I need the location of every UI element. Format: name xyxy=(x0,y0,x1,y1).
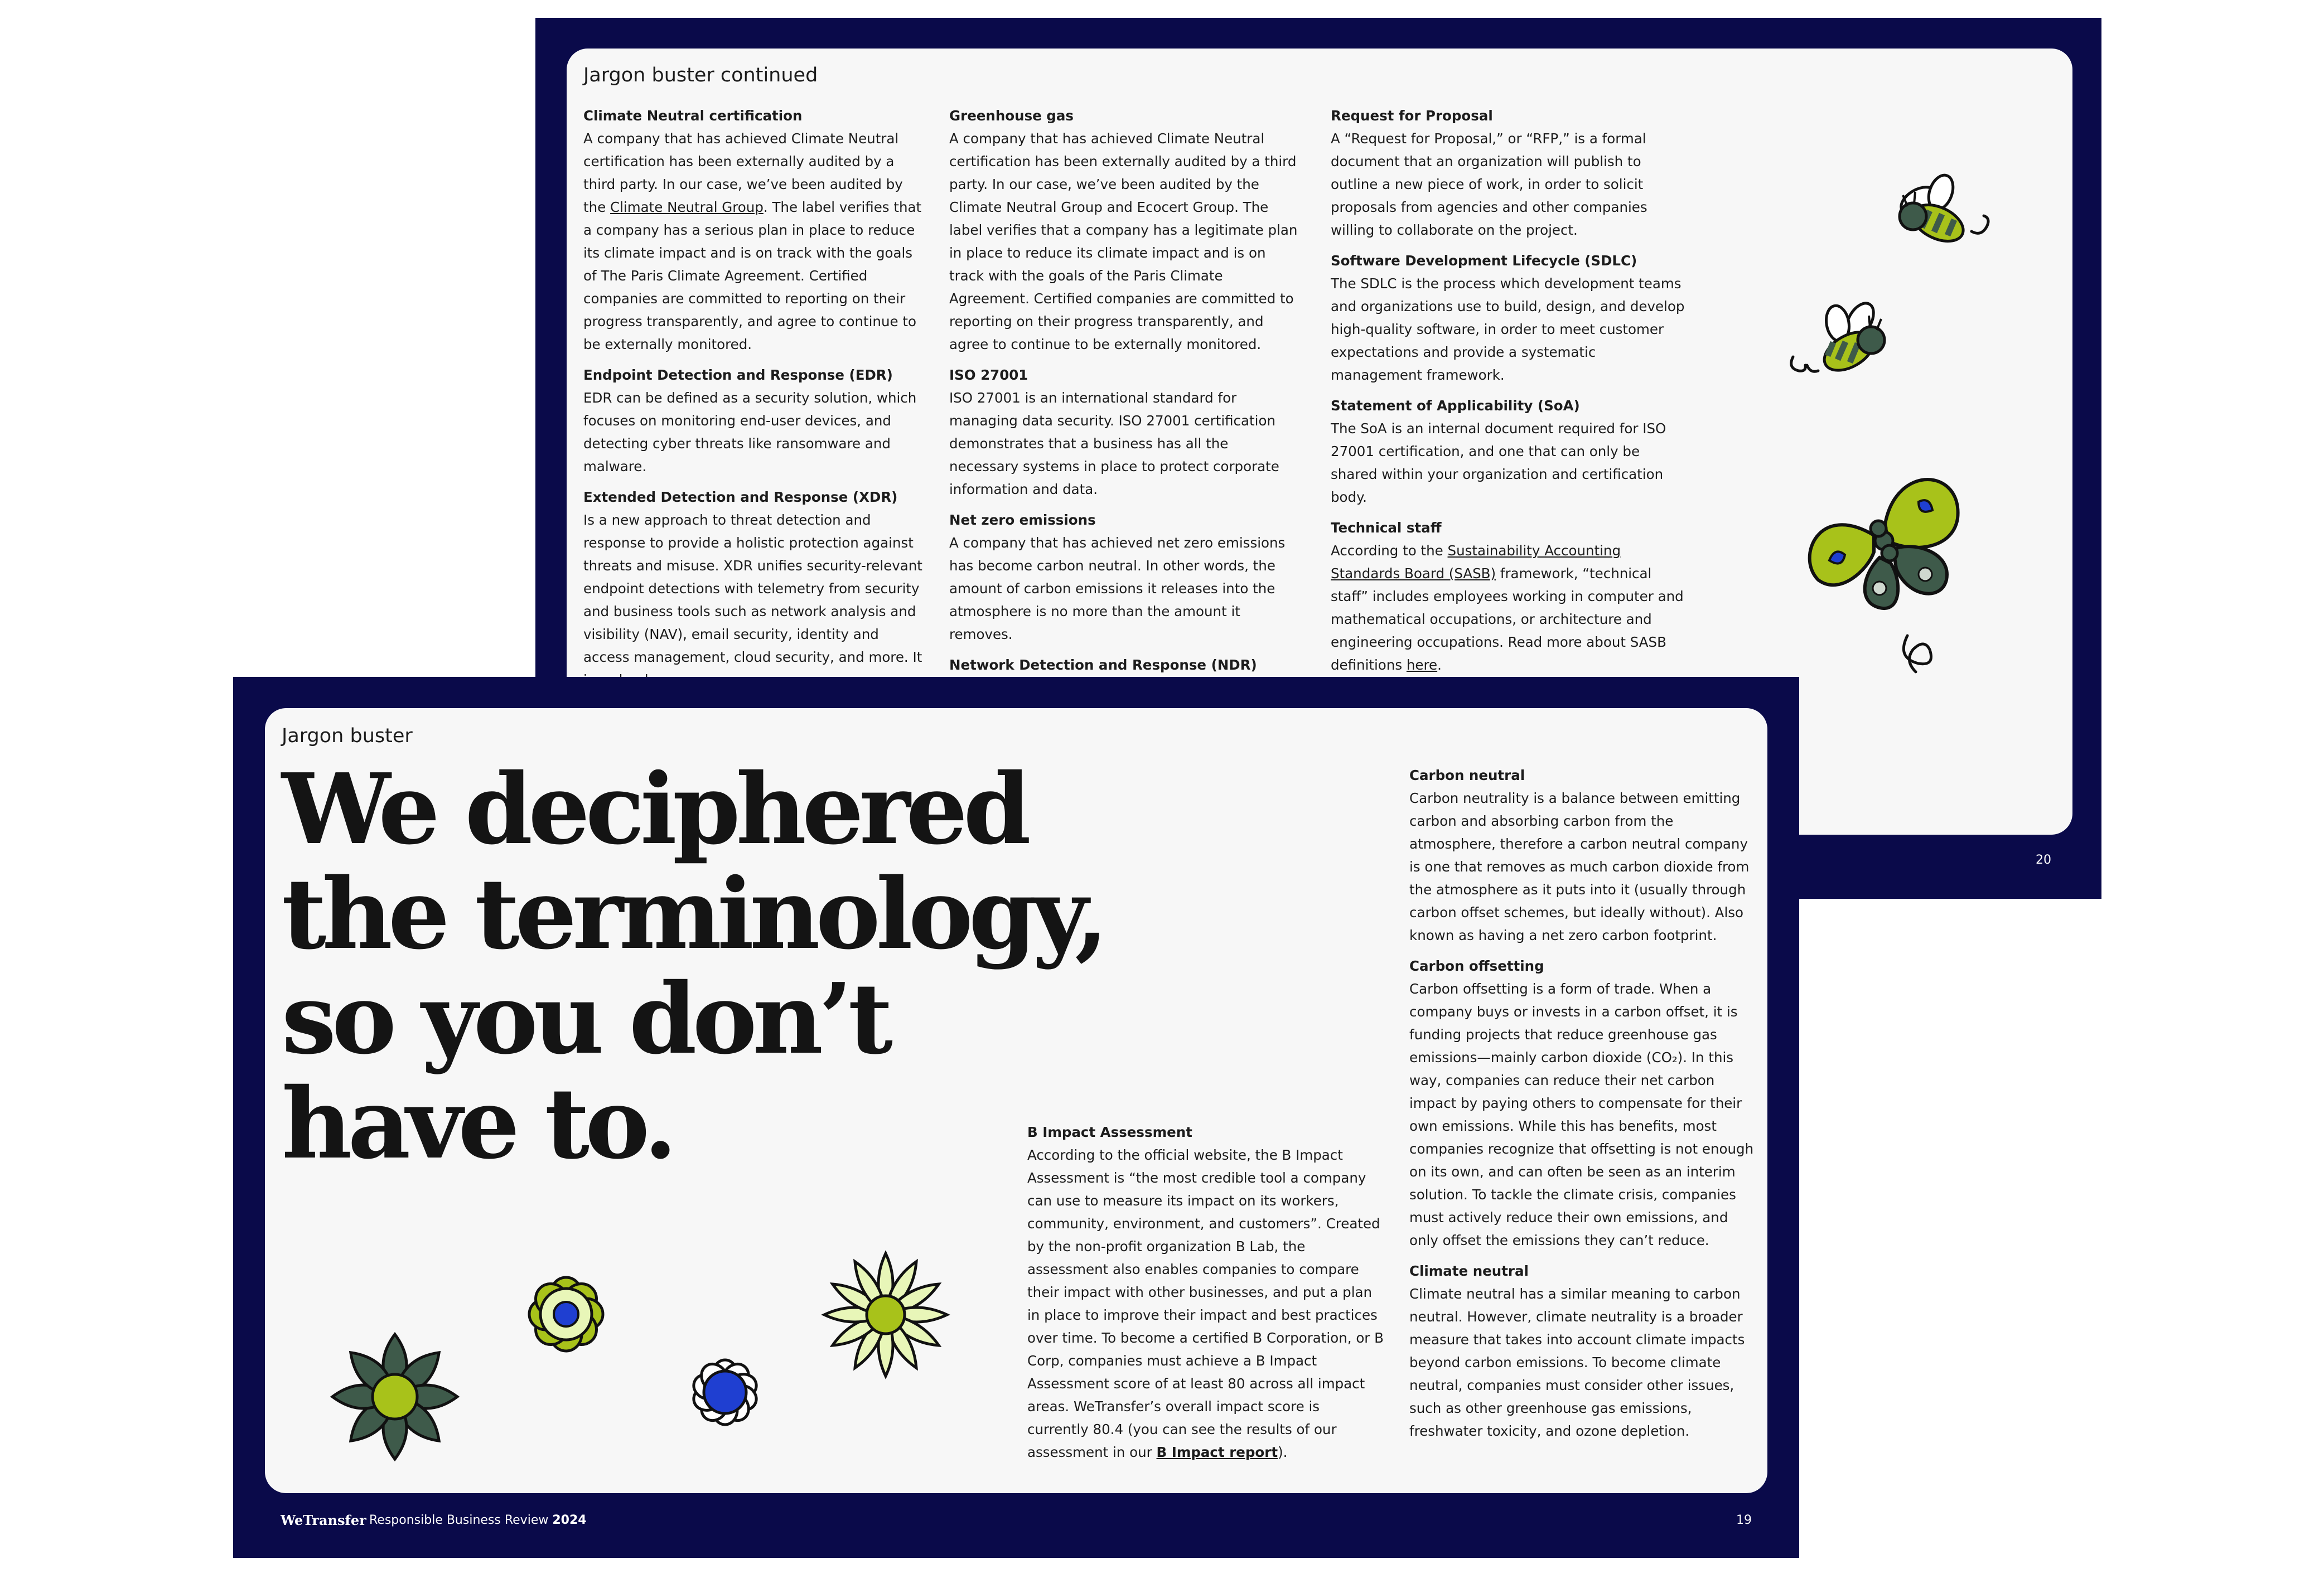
front-page-card xyxy=(265,708,1767,1493)
definition: ISO 27001 is an international standard for managing data security. ISO 27001 certification demonstrates that a business has all the necessary systems in place to protect corporate information and data. xyxy=(949,390,1279,497)
definition: A “Request for Proposal,” or “RFP,” is a formal document that an organization will publish to outline a new piece of work, in order to solicit proposals from agencies and other companies willing to collaborate on the project. xyxy=(1331,130,1647,238)
term: Climate Neutral certification xyxy=(583,108,803,124)
butterfly-icon xyxy=(1796,457,1985,714)
definition: Carbon neutrality is a balance between emitting carbon and absorbing carbon from the atmosphere, therefore a carbon neutral company is one that removes as much carbon dioxide from the atmosphere as it puts into it (usually through carbon offset schemes, but ideally without). Also known as having a net zero carbon footprint. xyxy=(1409,790,1750,943)
headline-line: so you don’t xyxy=(282,962,889,1076)
term: Endpoint Detection and Response (EDR) xyxy=(583,367,893,383)
title-bold: Jargon buster xyxy=(583,64,714,86)
definition: A company that has achieved net zero emissions has become carbon neutral. In other words, the amount of carbon emissions it releases into the atmosphere is no more than the amount it removes. xyxy=(949,535,1286,642)
back-page-title xyxy=(583,64,818,86)
back-page-number: 20 xyxy=(2036,853,2051,867)
front-page-number: 19 xyxy=(1736,1513,1752,1527)
headline-line: have to. xyxy=(282,1067,673,1181)
sasb-here-link[interactable]: here xyxy=(1406,657,1438,673)
front-page-title: Jargon buster xyxy=(282,725,413,747)
flower-icon xyxy=(502,1250,630,1378)
definition: The SoA is an internal document required for ISO 27001 certification, and one that can only be shared within your organization and certification body. xyxy=(1331,420,1666,505)
wetransfer-logo: WeTransfer xyxy=(281,1512,366,1528)
definition: According to the official website, the B Impact Assessment is “the most credible tool a company can use to measure its impact on its workers, community, environment, and customers”. Created by the non-profit organization B Lab, the assessment also enables companies to compare their impact with other businesses, and put a plan in place to improve their impact and best practices over time. To become a certified B Corporation, or B Corp, companies must achieve a B Impact Assessment score of at least 80 across all impact areas. WeTransfer’s overall impact score is currently 80.4 (you can see the results of our assessment in our B Impact report). xyxy=(1027,1147,1384,1460)
definition: EDR can be defined as a security solution, which focuses on monitoring end-user devices, and detecting cyber threats like ransomware and malware. xyxy=(583,390,917,474)
front-col-right xyxy=(1409,764,1761,1450)
flower-icon xyxy=(328,1330,462,1464)
term: Carbon neutral xyxy=(1409,767,1525,783)
definition: According to the Sustainability Accounting Standards Board (SASB) framework, “technical staff” includes employees working in computer and mathematical occupations, or architecture and engineering occupations. Read more about SASB definitions here. xyxy=(1331,543,1684,673)
term: Extended Detection and Response (XDR) xyxy=(583,489,898,505)
b-impact-report-link[interactable]: B Impact report xyxy=(1156,1444,1278,1460)
back-col-2 xyxy=(949,104,1301,740)
definition: Carbon offsetting is a form of trade. When a company buys or invests in a carbon offset, it is funding projects that reduce greenhouse gas emissions—mainly carbon dioxide (CO₂). In this way, companies can reduce their net carbon impact by paying others to compensate for their own emissions. While this has benefits, most companies recognize that offsetting is not enough on its own, and can often be seen as an interim solution. To tackle the climate crisis, companies must actively reduce their own emissions, and only offset the emissions they can’t reduce. xyxy=(1409,981,1754,1248)
headline-line: the terminology, xyxy=(282,858,1104,971)
flower-icon xyxy=(819,1248,953,1382)
term: Carbon offsetting xyxy=(1409,958,1544,974)
term: Greenhouse gas xyxy=(949,108,1074,124)
definition: Climate neutral has a similar meaning to carbon neutral. However, climate neutrality is a broader measure that takes into account climate impacts beyond carbon emissions. To become climate neutral, companies must consider other issues, such as other greenhouse gas emissions, freshwater toxicity, and ozone depletion. xyxy=(1409,1286,1745,1439)
sasb-link[interactable]: Sustainability Accounting Standards Board (SASB) xyxy=(1331,543,1621,582)
term: Net zero emissions xyxy=(949,512,1096,528)
headline xyxy=(282,753,1104,1181)
term: Software Development Lifecycle (SDLC) xyxy=(1331,253,1637,269)
definition: The SDLC is the process which development teams and organizations use to build, design, and develop high-quality software, in order to meet customer expectations and provide a systematic management framework. xyxy=(1331,275,1685,383)
term: B Impact Assessment xyxy=(1027,1124,1192,1140)
footer-text: Responsible Business Review 2024 xyxy=(369,1513,587,1527)
definition: A company that has achieved Climate Neutral certification has been externally audited by a third party. In our case, we’ve been audited by the Climate Neutral Group and Ecocert Group. The label verifies that a company has a legitimate plan in place to reduce its climate impact and is on track with the goals of the Paris Climate Agreement. Certified companies are committed to reporting on their progress transparently, and agree to continue to be externally monitored. xyxy=(949,130,1298,352)
title-continued: continued xyxy=(714,64,818,86)
back-col-1 xyxy=(583,104,924,740)
definition: A company that has achieved Climate Neutral certification has been externally audited by a third party. In our case, we’ve been audited by the Climate Neutral Group. The label verifies that a company has a serious plan in place to reduce its climate impact and is on track with the goals of The Paris Climate Agreement. Certified companies are committed to reporting on their progress transparently, and agree to continue to be externally monitored. xyxy=(583,130,922,352)
term: Technical staff xyxy=(1331,520,1442,536)
term: Network Detection and Response (NDR) xyxy=(949,657,1257,673)
climate-neutral-group-link[interactable]: Climate Neutral Group xyxy=(610,199,764,215)
term: ISO 27001 xyxy=(949,367,1028,383)
term: Climate neutral xyxy=(1409,1263,1529,1279)
b-impact-col xyxy=(1027,1121,1384,1471)
back-col-3 xyxy=(1331,104,1688,684)
definition: Is a new approach to threat detection and response to provide a holistic protection against threats and misuse. XDR unifies security-relevant endpoint detections with telemetry from security and business tools such as network analysis and visibility (NAV), email security, identity and access management, cloud security, and more. It xyxy=(583,512,922,665)
term: Statement of Applicability (SoA) xyxy=(1331,398,1580,414)
headline-line: We deciphered xyxy=(282,753,1027,866)
flower-icon xyxy=(666,1334,784,1451)
bee-icon xyxy=(1782,296,1916,390)
term: Request for Proposal xyxy=(1331,108,1493,124)
bee-icon xyxy=(1874,167,2008,262)
